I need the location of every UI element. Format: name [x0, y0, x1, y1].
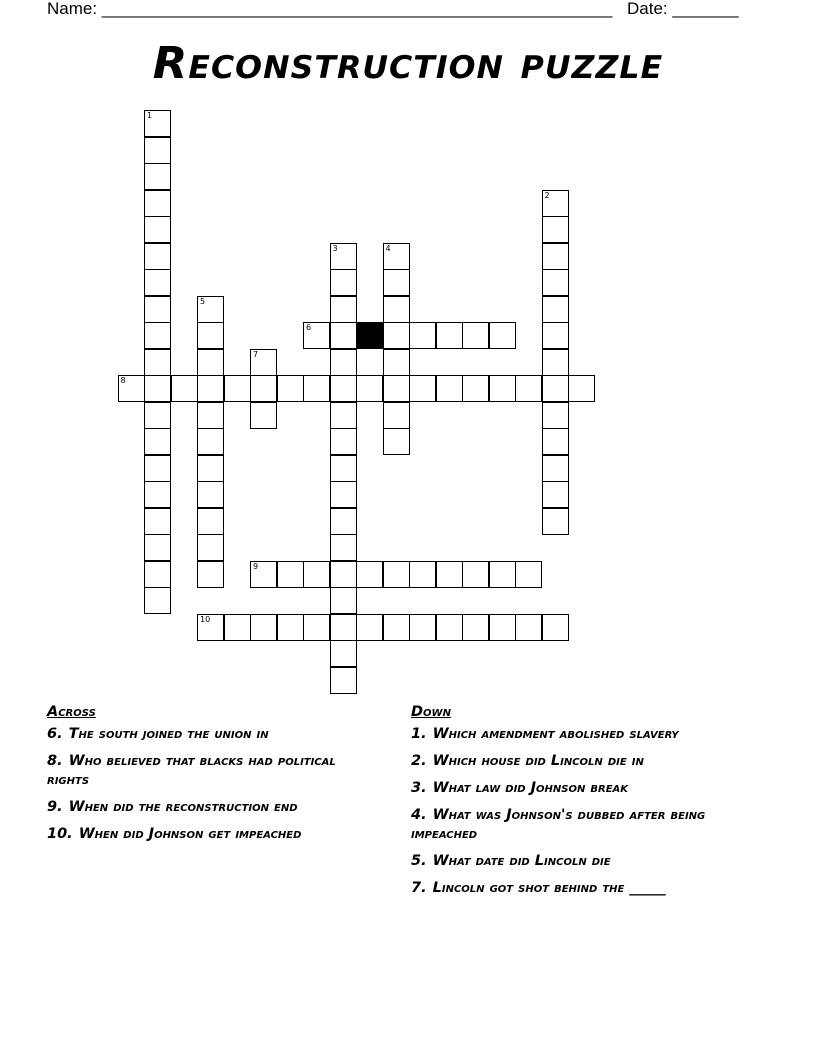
- crossword-cell[interactable]: [277, 614, 304, 641]
- crossword-cell[interactable]: [568, 375, 595, 402]
- clue-text: When did the reconstruction end: [68, 799, 298, 815]
- clue-down-7: [411, 879, 741, 898]
- crossword-cell[interactable]: [356, 614, 383, 641]
- crossword-cell[interactable]: [542, 349, 569, 376]
- crossword-cell[interactable]: [515, 561, 542, 588]
- clue-number: 4.: [411, 807, 427, 823]
- crossword-cell[interactable]: [303, 561, 330, 588]
- crossword-cell[interactable]: [330, 428, 357, 455]
- crossword-cell[interactable]: [144, 402, 171, 429]
- crossword-cell[interactable]: [144, 296, 171, 323]
- crossword-cell[interactable]: [515, 375, 542, 402]
- crossword-cell[interactable]: [144, 163, 171, 190]
- crossword-cell[interactable]: [383, 428, 410, 455]
- crossword-cell[interactable]: [330, 269, 357, 296]
- crossword-cell[interactable]: [144, 481, 171, 508]
- crossword-cell[interactable]: [409, 614, 436, 641]
- crossword-cell[interactable]: [489, 614, 516, 641]
- crossword-cell[interactable]: [224, 614, 251, 641]
- crossword-cell[interactable]: [542, 269, 569, 296]
- name-field-label: Name: ______________________________________________________: [47, 0, 613, 18]
- crossword-cell[interactable]: [250, 375, 277, 402]
- crossword-cell[interactable]: [542, 190, 569, 217]
- crossword-cell[interactable]: [409, 561, 436, 588]
- crossword-cell[interactable]: [330, 296, 357, 323]
- crossword-cell[interactable]: [330, 561, 357, 588]
- crossword-cell[interactable]: [144, 216, 171, 243]
- crossword-cell[interactable]: [197, 322, 224, 349]
- across-clues: [47, 703, 377, 852]
- crossword-cell[interactable]: [197, 296, 224, 323]
- crossword-cell[interactable]: [330, 243, 357, 270]
- clue-text: When did Johnson get impeached: [78, 826, 302, 842]
- crossword-cell[interactable]: [277, 375, 304, 402]
- clue-across-9: [47, 798, 377, 817]
- clue-number: 7.: [411, 880, 427, 896]
- crossword-cell[interactable]: [542, 296, 569, 323]
- crossword-cell[interactable]: [542, 481, 569, 508]
- crossword-cell[interactable]: [542, 322, 569, 349]
- clue-down-4: [411, 806, 741, 844]
- down-clues: [411, 703, 741, 906]
- clue-text: The south joined the union in: [68, 726, 269, 742]
- crossword-cell[interactable]: [303, 614, 330, 641]
- clue-across-8: [47, 752, 377, 790]
- crossword-cell[interactable]: [356, 375, 383, 402]
- crossword-cell[interactable]: [224, 375, 251, 402]
- crossword-cell[interactable]: [197, 455, 224, 482]
- crossword-cell[interactable]: [197, 614, 224, 641]
- crossword-cell[interactable]: [250, 402, 277, 429]
- crossword-cell[interactable]: [436, 322, 463, 349]
- crossword-cell[interactable]: [330, 322, 357, 349]
- clue-number-label: 9: [253, 561, 259, 571]
- crossword-cell[interactable]: [197, 349, 224, 376]
- crossword-cell[interactable]: [542, 455, 569, 482]
- crossword-cell[interactable]: [330, 614, 357, 641]
- crossword-cell[interactable]: [489, 375, 516, 402]
- clue-number: 9.: [47, 799, 63, 815]
- crossword-cell[interactable]: [144, 110, 171, 137]
- crossword-cell[interactable]: [330, 534, 357, 561]
- crossword-cell[interactable]: [330, 640, 357, 667]
- crossword-cell[interactable]: [144, 561, 171, 588]
- crossword-cell[interactable]: [330, 481, 357, 508]
- across-heading: Across: [47, 704, 96, 720]
- clue-down-1: [411, 725, 741, 744]
- crossword-cell[interactable]: [542, 243, 569, 270]
- crossword-cell[interactable]: [197, 375, 224, 402]
- clue-number-label: 4: [385, 243, 391, 253]
- crossword-cell[interactable]: [515, 614, 542, 641]
- crossword-cell[interactable]: [144, 508, 171, 535]
- crossword-cell[interactable]: [383, 614, 410, 641]
- crossword-cell[interactable]: [383, 402, 410, 429]
- clue-number-label: 1: [147, 111, 153, 120]
- clue-text: What date did Lincoln die: [432, 853, 611, 869]
- crossword-cell[interactable]: [489, 322, 516, 349]
- crossword-cell[interactable]: [436, 375, 463, 402]
- crossword-cell[interactable]: [462, 561, 489, 588]
- crossword-cell[interactable]: [197, 428, 224, 455]
- clue-text: What law did Johnson break: [432, 780, 629, 796]
- crossword-cell[interactable]: [409, 322, 436, 349]
- crossword-cell[interactable]: [436, 614, 463, 641]
- crossword-cell[interactable]: [383, 349, 410, 376]
- crossword-cell[interactable]: [542, 428, 569, 455]
- crossword-cell[interactable]: [144, 587, 171, 614]
- clue-across-6: [47, 725, 377, 744]
- crossword-cell[interactable]: [250, 349, 277, 376]
- clue-number-label: 7: [253, 349, 259, 359]
- crossword-cell[interactable]: [144, 455, 171, 482]
- crossword-cell[interactable]: [330, 508, 357, 535]
- crossword-cell[interactable]: [542, 375, 569, 402]
- clue-number-label: 2: [544, 190, 550, 200]
- crossword-cell[interactable]: [250, 561, 277, 588]
- crossword-cell[interactable]: [144, 534, 171, 561]
- crossword-cell[interactable]: [144, 243, 171, 270]
- black-square: [356, 322, 383, 349]
- crossword-cell[interactable]: [356, 561, 383, 588]
- crossword-cell[interactable]: [144, 428, 171, 455]
- crossword-cell[interactable]: [197, 561, 224, 588]
- crossword-cell[interactable]: [197, 508, 224, 535]
- clue-down-3: [411, 779, 741, 798]
- crossword-cell[interactable]: [197, 481, 224, 508]
- crossword-cell[interactable]: [330, 455, 357, 482]
- crossword-cell[interactable]: [383, 561, 410, 588]
- crossword-cell[interactable]: [303, 322, 330, 349]
- crossword-cell[interactable]: [144, 190, 171, 217]
- clue-number-label: 5: [200, 296, 206, 306]
- crossword-cell[interactable]: [277, 561, 304, 588]
- clue-text: Which amendment abolished slavery: [432, 726, 679, 742]
- crossword-cell[interactable]: [250, 614, 277, 641]
- crossword-cell[interactable]: [542, 402, 569, 429]
- clue-number: 5.: [411, 853, 427, 869]
- clue-number: 6.: [47, 726, 63, 742]
- crossword-cell[interactable]: [383, 322, 410, 349]
- crossword-cell[interactable]: [144, 269, 171, 296]
- clue-number-label: 8: [120, 376, 126, 385]
- date-field-label: Date: _______: [627, 0, 739, 18]
- crossword-cell[interactable]: [330, 667, 357, 694]
- clue-down-2: [411, 752, 741, 771]
- crossword-cell[interactable]: [197, 402, 224, 429]
- clue-number-label: 10: [200, 614, 211, 624]
- clue-across-10: [47, 825, 377, 844]
- clue-text: Lincoln got shot behind the _____: [432, 880, 666, 896]
- crossword-cell[interactable]: [383, 243, 410, 270]
- crossword-cell[interactable]: [383, 296, 410, 323]
- clue-number: 3.: [411, 780, 427, 796]
- clue-down-5: [411, 852, 741, 871]
- crossword-cell[interactable]: [330, 402, 357, 429]
- clue-number: 10.: [47, 826, 73, 842]
- clue-text: Which house did Lincoln die in: [432, 753, 644, 769]
- crossword-cell[interactable]: [330, 587, 357, 614]
- crossword-cell[interactable]: [462, 614, 489, 641]
- crossword-cell[interactable]: [436, 561, 463, 588]
- page-title: Reconstruction puzzle: [152, 38, 664, 89]
- crossword-cell[interactable]: [144, 375, 171, 402]
- crossword-cell[interactable]: [171, 375, 198, 402]
- crossword-cell[interactable]: [462, 322, 489, 349]
- clue-number: 8.: [47, 753, 63, 769]
- clue-number-label: 3: [332, 243, 338, 253]
- clue-text: Who believed that blacks had political rights: [47, 753, 336, 788]
- crossword-cell[interactable]: [542, 216, 569, 243]
- crossword-cell[interactable]: [489, 561, 516, 588]
- crossword-cell[interactable]: [383, 269, 410, 296]
- crossword-cell[interactable]: [542, 614, 569, 641]
- crossword-cell[interactable]: [330, 375, 357, 402]
- crossword-cell[interactable]: [197, 534, 224, 561]
- clue-number: 2.: [411, 753, 427, 769]
- crossword-cell[interactable]: [383, 375, 410, 402]
- clue-number-label: 6: [306, 323, 312, 332]
- crossword-cell[interactable]: [144, 322, 171, 349]
- clue-text: What was Johnson's dubbed after being impeached: [411, 807, 706, 842]
- crossword-cell[interactable]: [462, 375, 489, 402]
- crossword-cell[interactable]: [303, 375, 330, 402]
- crossword-cell[interactable]: [118, 375, 145, 402]
- clue-number: 1.: [411, 726, 427, 742]
- crossword-cell[interactable]: [409, 375, 436, 402]
- crossword-cell[interactable]: [330, 349, 357, 376]
- crossword-cell[interactable]: [144, 349, 171, 376]
- down-heading: Down: [411, 704, 451, 720]
- crossword-cell[interactable]: [542, 508, 569, 535]
- crossword-cell[interactable]: [144, 137, 171, 164]
